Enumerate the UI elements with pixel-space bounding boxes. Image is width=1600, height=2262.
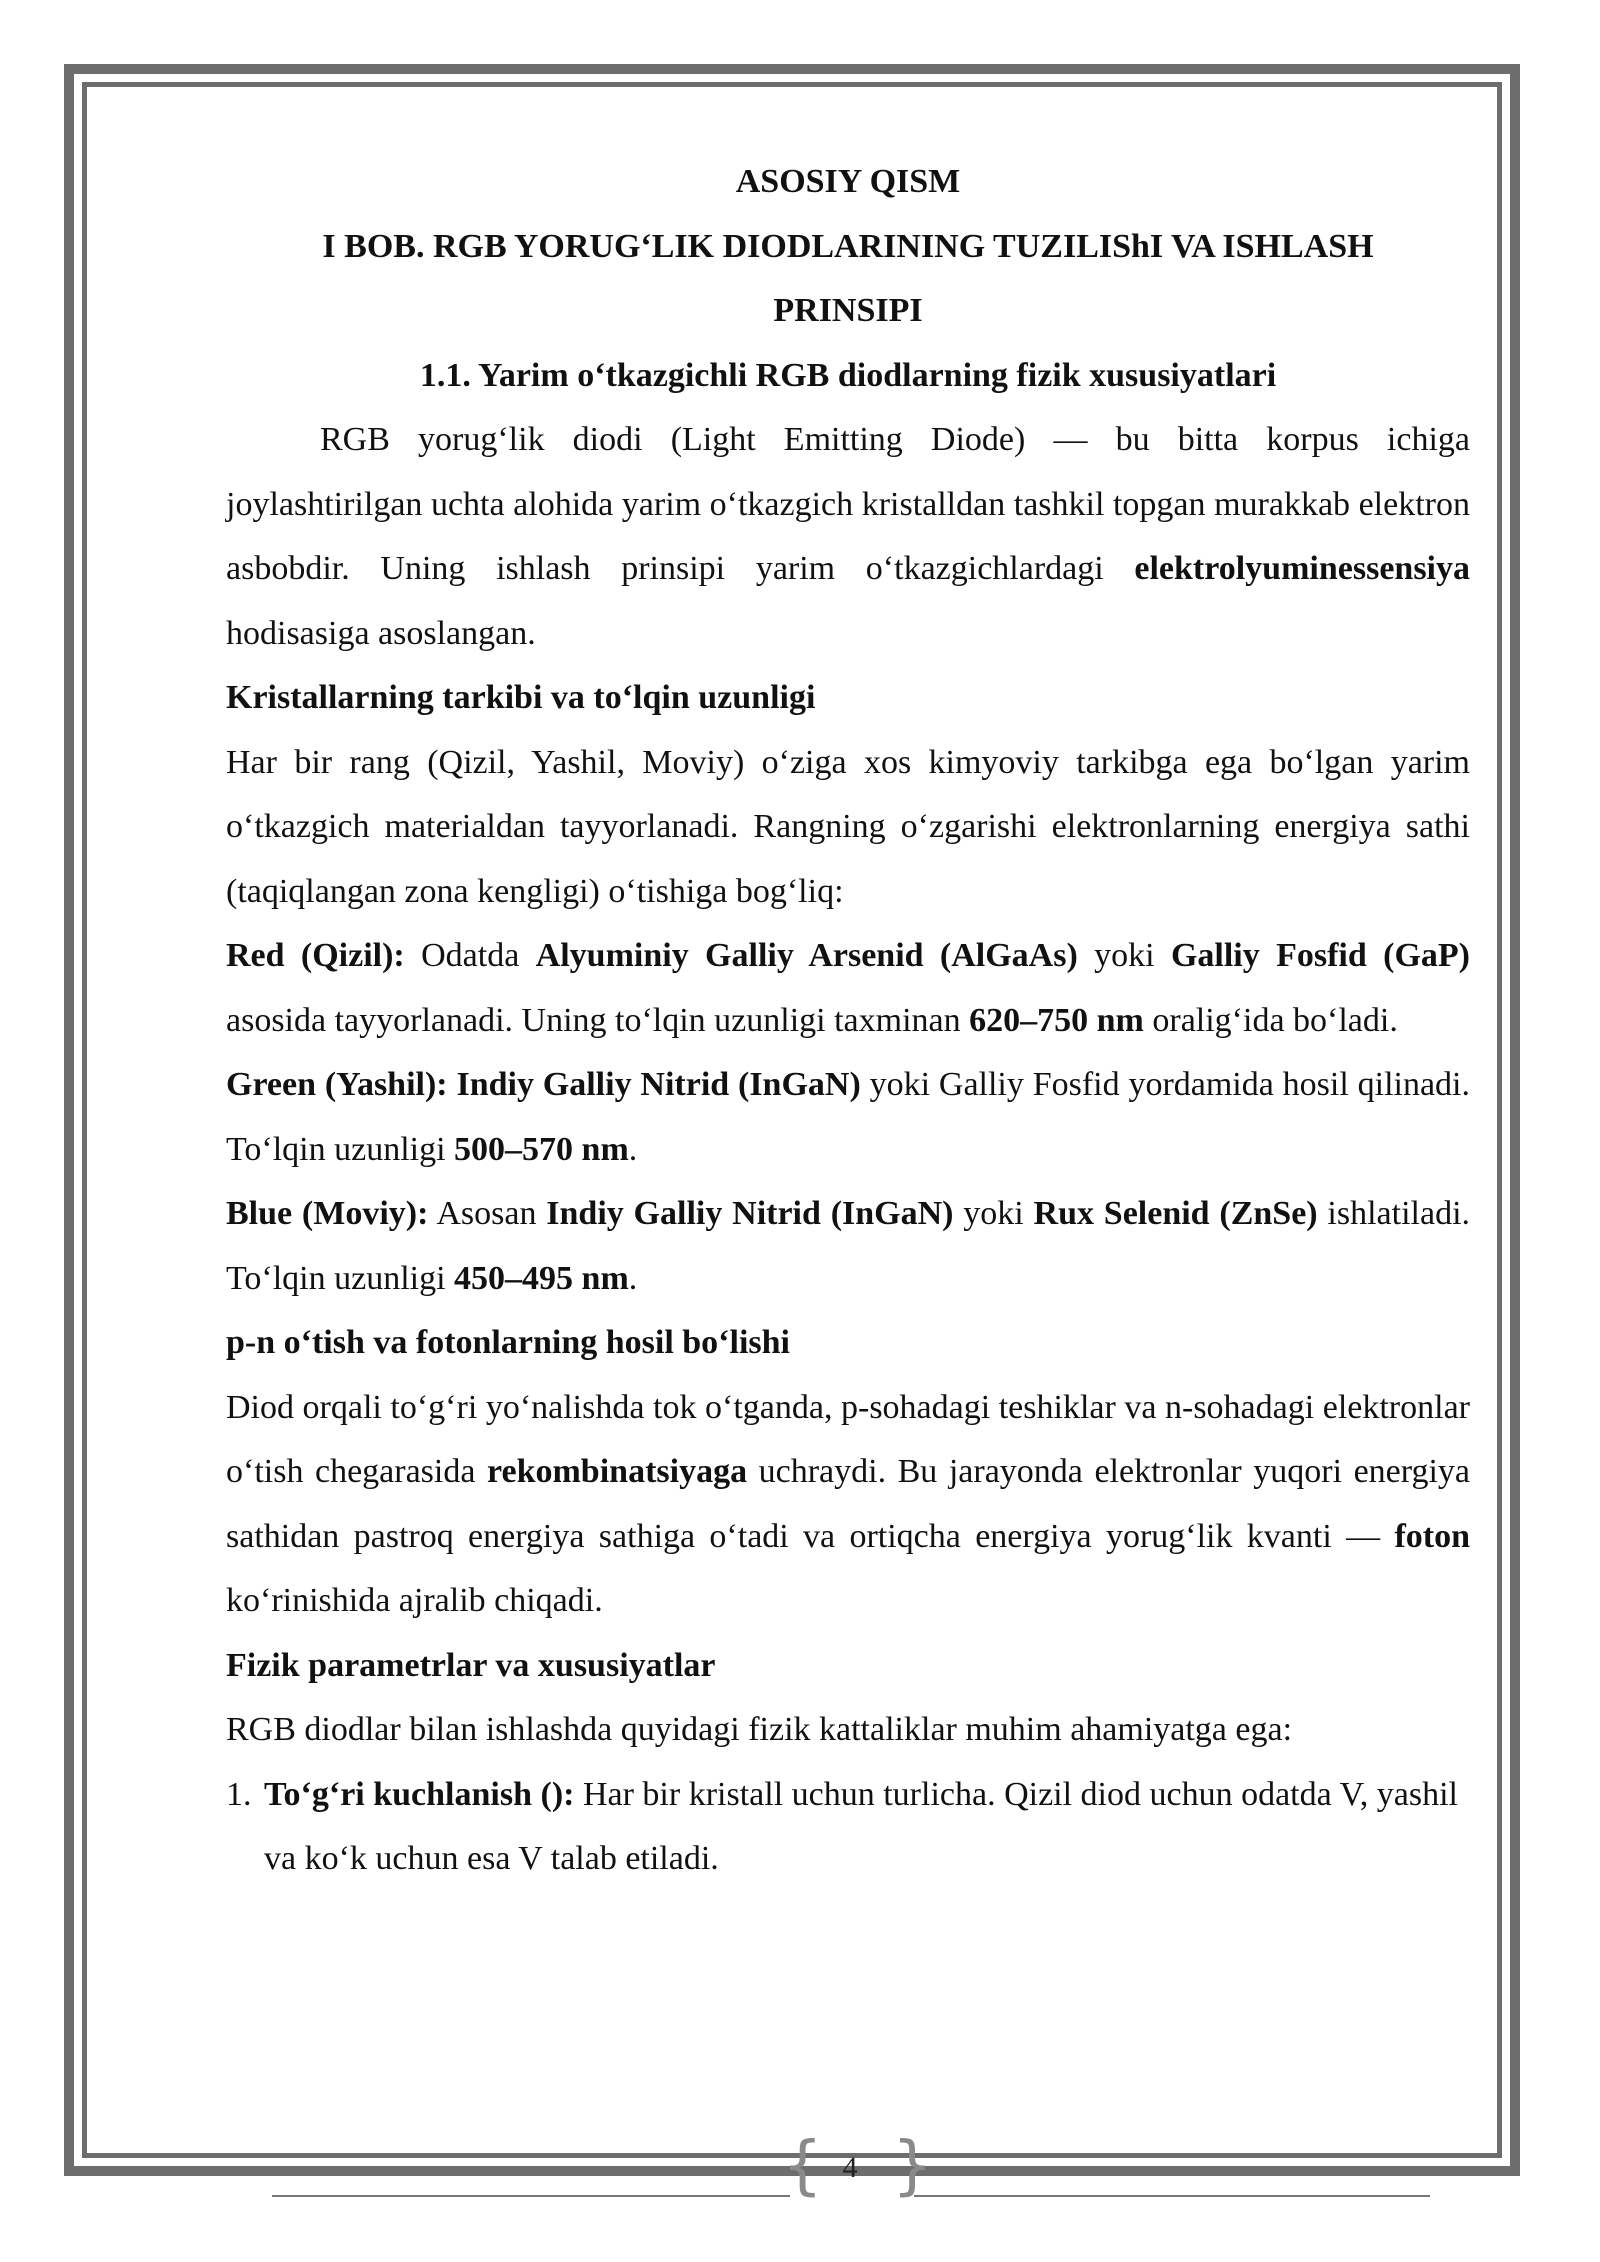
list-item-number: 1. — [226, 1775, 252, 1813]
pn-junction-paragraph: Diod orqali to‘g‘ri yo‘nalishda tok o‘tganda, p-sohadagi teshiklar va n-sohadagi elektronlar o‘tish chegarasida rekombinatsiyaga uchraydi. Bu jarayonda elektronlar yuqori energiya sathidan pastroq energiya sathiga o‘tadi va ortiqcha energiya yorug‘lik kvanti — foton ko‘rinishida ajralib chiqadi. — [226, 1388, 1470, 1619]
crystals-paragraph: Har bir rang (Qizil, Yashil, Moviy) o‘ziga xos kimyoviy tarkibga ega bo‘lgan yarim o‘tkazgich materialdan tayyorlanadi. Rangning o‘zgarishi elektronlarning energiya sathi (taqiqlangan zona kengligi) o‘tishiga bog‘liq: — [226, 743, 1470, 910]
chapter-title-line2: PRINSIPI — [773, 292, 923, 329]
chapter-title-line1: I BOB. RGB YORUG‘LIK DIODLARINING TUZILIShI VA ISHLASH — [322, 227, 1374, 265]
section-title: 1.1. Yarim o‘tkazgichli RGB diodlarning fizik xususiyatlari — [419, 356, 1277, 394]
green-paragraph: Green (Yashil): Indiy Galliy Nitrid (InGaN) yoki Galliy Fosfid yordamida hosil qilinadi. To‘lqin uzunligi 500–570 nm. — [226, 1066, 1470, 1168]
brace-left-icon: { — [782, 2129, 823, 2203]
subheading-crystals: Kristallarning tarkibi va to‘lqin uzunligi — [226, 679, 816, 716]
footer-rule-right — [914, 2195, 1430, 2197]
footer-rule-left — [272, 2195, 790, 2197]
page-number: 4 — [842, 2151, 858, 2184]
list-item-text: To‘g‘ri kuchlanish (): Har bir kristall uchun turlicha. Qizil diod uchun odatda V, yashil va ko‘k uchun esa V talab etiladi. — [264, 1775, 1458, 1877]
subheading-parameters: Fizik parametrlar va xususiyatlar — [226, 1646, 716, 1684]
brace-right-icon: } — [892, 2129, 933, 2203]
subheading-pn-junction: p-n o‘tish va fotonlarning hosil bo‘lishi — [226, 1324, 790, 1361]
parameters-list — [226, 1763, 1470, 1892]
document-body — [226, 150, 1470, 1892]
parameters-paragraph: RGB diodlar bilan ishlashda quyidagi fizik kattaliklar muhim ahamiyatga ega: — [226, 1711, 1293, 1748]
blue-paragraph: Blue (Moviy): Asosan Indiy Galliy Nitrid (InGaN) yoki Rux Selenid (ZnSe) ishlatiladi. To‘lqin uzunligi 450–495 nm. — [226, 1195, 1471, 1297]
list-item — [226, 1763, 1470, 1892]
intro-paragraph: RGB yorug‘lik diodi (Light Emitting Diode) — bu bitta korpus ichiga joylashtirilgan uchta alohida yarim o‘tkazgich kristalldan tashkil topgan murakkab elektron asbobdir. Uning ishlash prinsipi yarim o‘tkazgichlardagi elektrolyuminessensiya hodisasiga asoslangan. — [226, 421, 1470, 652]
main-heading: ASOSIY QISM — [735, 163, 961, 200]
red-paragraph: Red (Qizil): Odatda Alyuminiy Galliy Arsenid (AlGaAs) yoki Galliy Fosfid (GaP) asosida tayyorlanadi. Uning to‘lqin uzunligi taxminan 620–750 nm oralig‘ida bo‘ladi. — [226, 937, 1471, 1039]
